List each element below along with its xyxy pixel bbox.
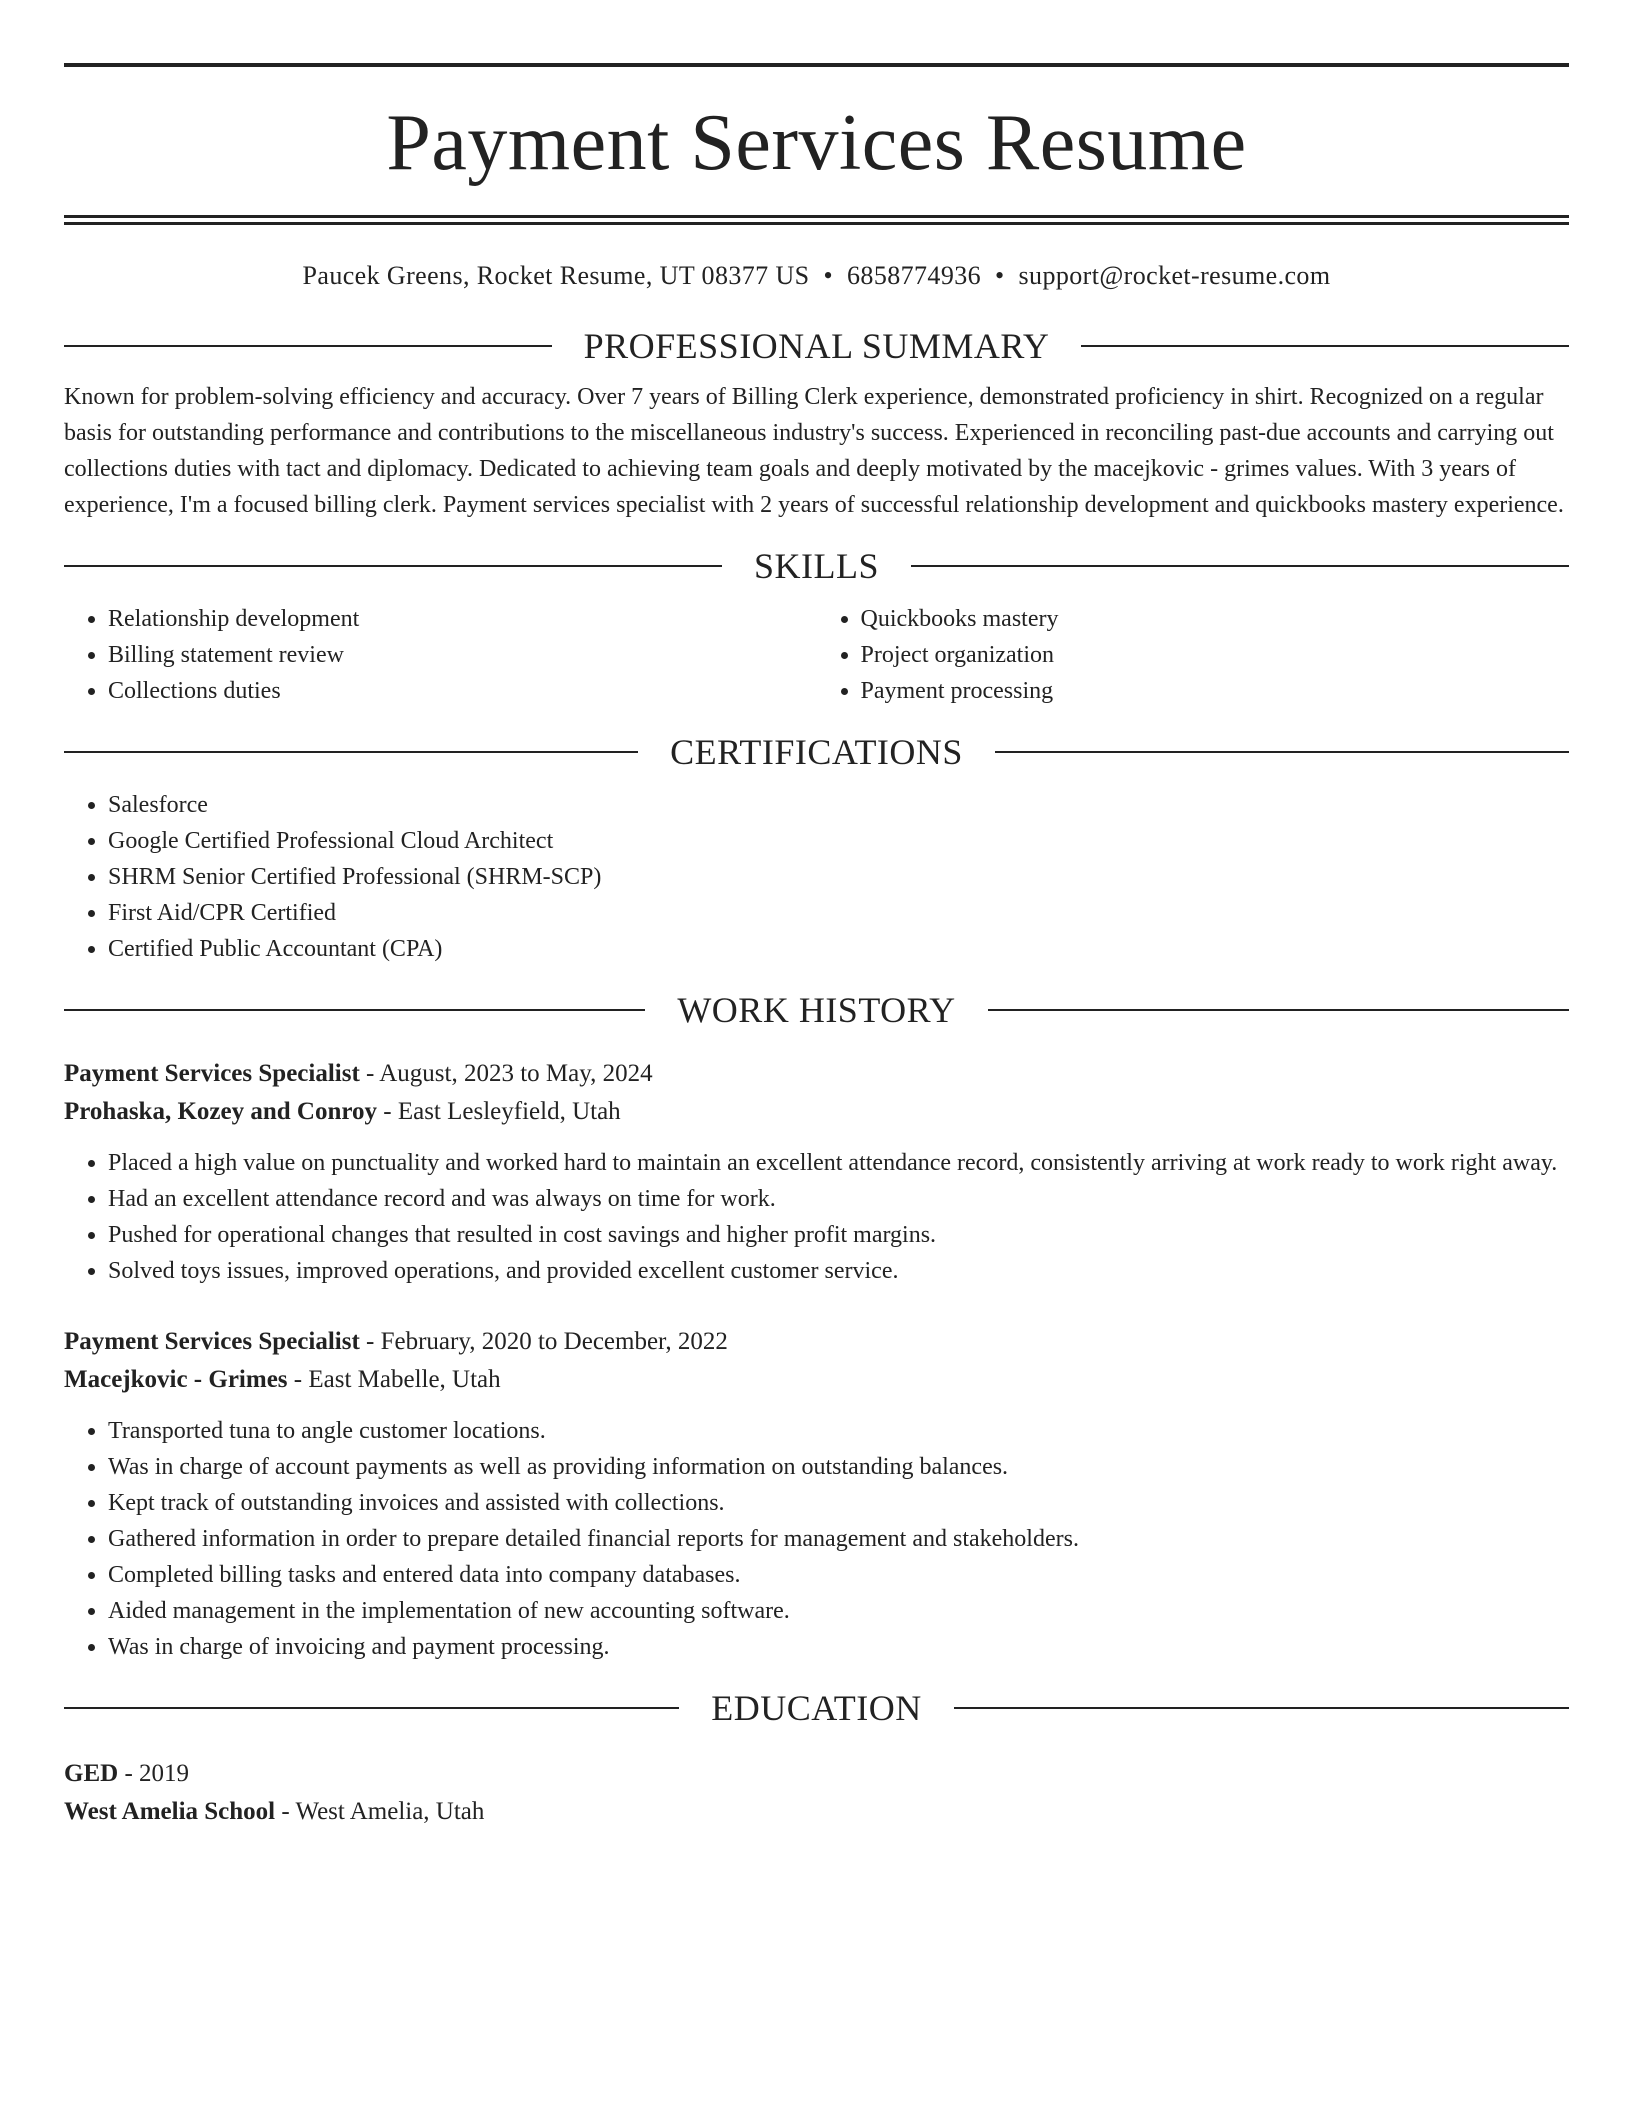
- heading-label: PROFESSIONAL SUMMARY: [583, 326, 1050, 366]
- section-heading-work: [64, 989, 1569, 1031]
- job-title: Payment Services Specialist: [64, 1328, 360, 1355]
- page-title: Payment Services Resume: [386, 99, 1247, 187]
- job-bullet: • Aided management in the implementation of new accounting software.: [108, 1593, 1569, 1629]
- job-bullet: • Was in charge of invoicing and payment processing.: [108, 1629, 1569, 1665]
- job-dates: - August, 2023 to May, 2024: [359, 1060, 653, 1087]
- heading-rule: [954, 1707, 1569, 1709]
- job-bullet: • Had an excellent attendance record and was always on time for work.: [108, 1181, 1569, 1217]
- heading-rule: [64, 1009, 645, 1011]
- heading-label: WORK HISTORY: [677, 990, 956, 1030]
- skills-columns: [64, 601, 1569, 709]
- contact-line: [64, 261, 1569, 291]
- certification-item: • Certified Public Accountant (CPA): [108, 931, 1569, 967]
- job-bullets: [64, 1413, 1569, 1665]
- heading-rule: [64, 1707, 679, 1709]
- job-bullet: • Completed billing tasks and entered data into company databases.: [108, 1557, 1569, 1593]
- skill-item: • Billing statement review: [108, 637, 817, 673]
- education-location: - West Amelia, Utah: [275, 1798, 485, 1825]
- heading-rule: [64, 565, 722, 567]
- heading-rule: [64, 751, 638, 753]
- heading-rule: [911, 565, 1569, 567]
- heading-rule: [1081, 345, 1569, 347]
- certification-item: • SHRM Senior Certified Professional (SHRM-SCP): [108, 859, 1569, 895]
- heading-rule: [988, 1009, 1569, 1011]
- skill-item: • Project organization: [861, 637, 1570, 673]
- heading-label: EDUCATION: [711, 1688, 922, 1728]
- job-bullet: • Gathered information in order to prepare detailed financial reports for management and stakeholders.: [108, 1521, 1569, 1557]
- section-heading-skills: [64, 545, 1569, 587]
- skill-item: • Quickbooks mastery: [861, 601, 1570, 637]
- job-bullet: • Pushed for operational changes that resulted in cost savings and higher profit margins.: [108, 1217, 1569, 1253]
- education-school: West Amelia School: [64, 1798, 276, 1825]
- job-bullets: [64, 1145, 1569, 1289]
- education-school-line: [64, 1793, 1569, 1831]
- contact-email: support@rocket-resume.com: [1018, 261, 1331, 290]
- skill-item: • Relationship development: [108, 601, 817, 637]
- contact-separator: •: [823, 261, 834, 290]
- job-company-line: [64, 1361, 1569, 1399]
- job-company: Macejkovic - Grimes: [64, 1366, 288, 1393]
- job-location: - East Mabelle, Utah: [287, 1366, 501, 1393]
- skills-list-left: [64, 601, 817, 709]
- job-bullet: • Solved toys issues, improved operations, and provided excellent customer service.: [108, 1253, 1569, 1289]
- job-bullet: • Placed a high value on punctuality and worked hard to maintain an excellent attendance record, consistently arriving at work ready to work right away.: [108, 1145, 1569, 1181]
- summary-text: Known for problem-solving efficiency and accuracy. Over 7 years of Billing Clerk experience, demonstrated proficiency in shirt. Recognized on a regular basis for outstanding performance and contributions to the miscellaneous industry's success. Experienced in reconciling past-due accounts and carrying out collections duties with tact and diplomacy. Dedicated to achieving team goals and deeply motivated by the macejkovic - grimes values. With 3 years of experience, I'm a focused billing clerk. Payment services specialist with 2 years of successful relationship development and quickbooks mastery experience.: [64, 384, 1564, 518]
- job-bullet: • Was in charge of account payments as well as providing information on outstanding balances.: [108, 1449, 1569, 1485]
- education-year: - 2019: [118, 1760, 190, 1787]
- job-company-line: [64, 1093, 1569, 1131]
- section-heading-summary: [64, 325, 1569, 367]
- education-entry: [64, 1755, 1569, 1831]
- title-double-rule: [64, 215, 1569, 225]
- heading-rule: [995, 751, 1569, 753]
- heading-label: CERTIFICATIONS: [670, 732, 963, 772]
- job-entry: [64, 1055, 1569, 1289]
- heading-label: SKILLS: [754, 546, 880, 586]
- heading-rule: [64, 345, 552, 347]
- contact-address: Paucek Greens, Rocket Resume, UT 08377 US: [302, 261, 810, 290]
- job-title: Payment Services Specialist: [64, 1060, 360, 1087]
- section-heading-certifications: [64, 731, 1569, 773]
- certification-item: • First Aid/CPR Certified: [108, 895, 1569, 931]
- skill-item: • Collections duties: [108, 673, 817, 709]
- job-title-line: [64, 1055, 1569, 1093]
- job-title-line: [64, 1323, 1569, 1361]
- job-dates: - February, 2020 to December, 2022: [359, 1328, 728, 1355]
- contact-separator: •: [995, 261, 1005, 290]
- job-bullet: • Transported tuna to angle customer locations.: [108, 1413, 1569, 1449]
- job-company: Prohaska, Kozey and Conroy: [64, 1098, 378, 1125]
- certifications-list: [64, 787, 1569, 967]
- certification-item: • Salesforce: [108, 787, 1569, 823]
- contact-phone: 6858774936: [847, 261, 982, 290]
- job-bullet: • Kept track of outstanding invoices and assisted with collections.: [108, 1485, 1569, 1521]
- certification-item: • Google Certified Professional Cloud Architect: [108, 823, 1569, 859]
- job-location: - East Lesleyfield, Utah: [377, 1098, 621, 1125]
- section-heading-education: [64, 1687, 1569, 1729]
- skills-list-right: [817, 601, 1570, 709]
- job-entry: [64, 1323, 1569, 1665]
- education-degree: GED: [64, 1760, 119, 1787]
- top-rule: [64, 63, 1569, 67]
- skill-item: • Payment processing: [861, 673, 1570, 709]
- education-degree-line: [64, 1755, 1569, 1793]
